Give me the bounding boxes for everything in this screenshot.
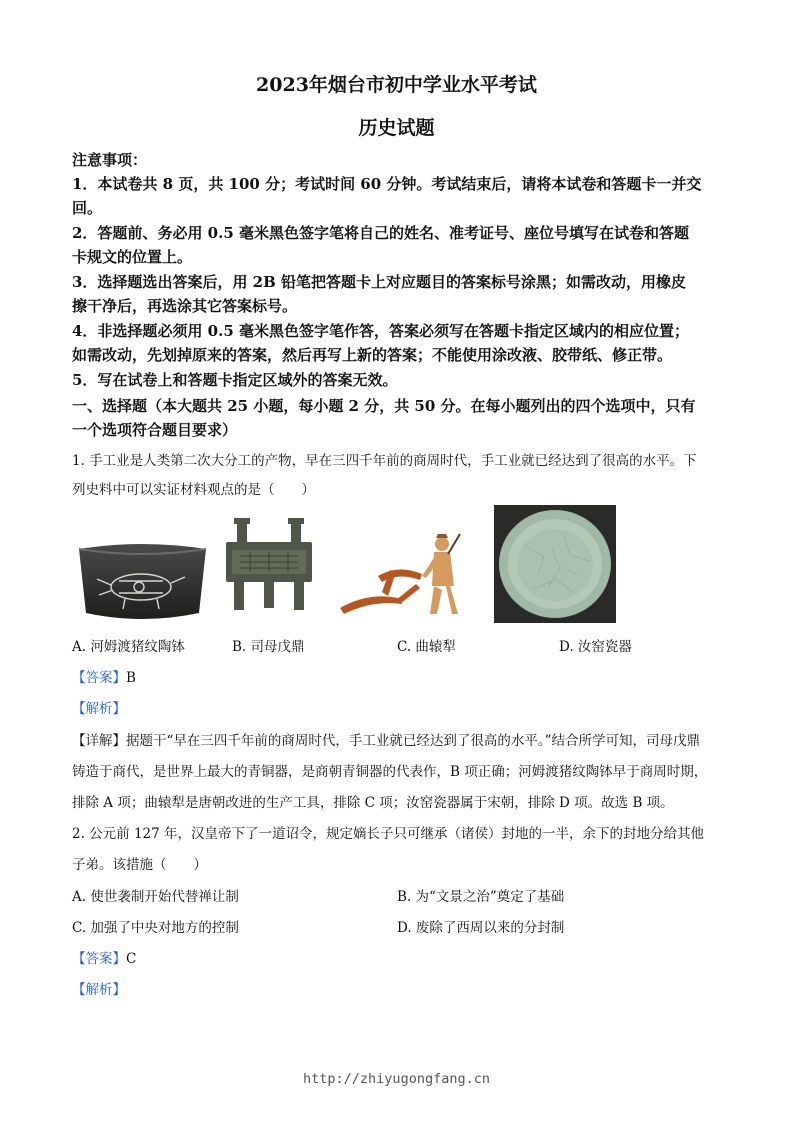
section-heading-cont: 一个选项符合题目要求） — [72, 421, 238, 439]
answer-tag: 【答案】 — [72, 951, 126, 967]
q2-option-c: C. 加强了中央对地方的控制 — [72, 920, 239, 936]
detail-text: 据题干“早在三四千年前的商周时代，手工业就已经达到了很高的水平。”结合所学可知，司母戊鼎 — [126, 733, 701, 749]
q2-option-d: D. 废除了西周以来的分封制 — [397, 920, 565, 936]
exam-subtitle: 历史试题 — [358, 117, 435, 139]
exam-title: 2023年烟台市初中学业水平考试 — [256, 74, 537, 96]
q2-option-b: B. 为“文景之治”奠定了基础 — [397, 889, 565, 905]
q1-stem: 1. 手工业是人类第二次大分工的产物，早在三四千年前的商周时代，手工业就已经达到了很高的水平。下 — [72, 453, 697, 469]
notes-line: 如需改动，先划掉原来的答案，然后再写上新的答案；不能使用涂改液、胶带纸、修正带。 — [72, 346, 673, 364]
notes-line: 擦干净后，再选涂其它答案标号。 — [72, 297, 298, 315]
simuwu-bronze-ding-image — [220, 516, 318, 611]
ru-kiln-porcelain-plate-image — [494, 505, 616, 623]
answer-value: B — [126, 670, 136, 686]
q1-option-d: D. 汝窑瓷器 — [559, 639, 632, 655]
pig-pattern-pottery-bowl-image — [75, 537, 210, 623]
q2-answer — [72, 947, 136, 967]
answer-tag: 【答案】 — [72, 670, 126, 686]
q1-detail-cont: 铸造于商代，是世界上最大的青铜器，是商朝青铜器的代表作，B 项正确；河姆渡猪纹陶钵早于商周时期， — [72, 764, 708, 780]
q1-option-b: B. 司母戊鼎 — [232, 639, 305, 655]
q1-analysis-tag: 【解析】 — [72, 701, 126, 717]
q2-option-a: A. 使世袭制开始代替禅让制 — [72, 889, 239, 905]
footer-url: http://zhiyugongfang.cn — [303, 1071, 490, 1087]
section-heading: 一、选择题（本大题共 25 小题，每小题 2 分，共 50 分。在每小题列出的四个选项中，只有 — [72, 397, 696, 415]
q2-stem-cont: 子弟。该措施（ ） — [72, 857, 207, 873]
q1-stem-cont: 列史料中可以实证材料观点的是（ ） — [72, 482, 315, 498]
detail-tag: 【详解】 — [72, 733, 126, 749]
q1-answer — [72, 666, 136, 686]
q1-detail — [72, 729, 700, 749]
notes-line: 4．非选择题必须用 0.5 毫米黑色签字笔作答，答案必须写在答题卡指定区域内的相应位置； — [72, 322, 689, 340]
q1-option-a: A. 河姆渡猪纹陶钵 — [72, 639, 185, 655]
q2-stem: 2. 公元前 127 年，汉皇帝下了一道诏令，规定嫡长子只可继承（诸侯）封地的一半，余下的封地分给其他 — [72, 826, 705, 842]
notes-heading: 注意事项： — [72, 151, 148, 169]
answer-value: C — [126, 951, 137, 967]
notes-line: 卡规文的位置上。 — [72, 248, 193, 266]
notes-line: 回。 — [72, 199, 103, 217]
q2-analysis-tag: 【解析】 — [72, 982, 126, 998]
notes-line: 1．本试卷共 8 页，共 100 分；考试时间 60 分钟。考试结束后，请将本试卷和答题卡一并交 — [72, 175, 702, 193]
q1-detail-cont: 排除 A 项；曲辕犁是唐朝改进的生产工具，排除 C 项；汝窑瓷器属于宋朝，排除 D 项。故选 B 项。 — [72, 795, 674, 811]
notes-line: 3．选择题选出答案后，用 2B 铅笔把答题卡上对应题目的答案标号涂黑；如需改动，用橡皮 — [72, 273, 687, 291]
notes-line: 5．写在试卷上和答题卡指定区域外的答案无效。 — [72, 371, 398, 389]
q1-option-c: C. 曲辕犁 — [397, 639, 456, 655]
notes-line: 2．答题前、务必用 0.5 毫米黑色签字笔将自己的姓名、准考证号、座位号填写在试卷和答题 — [72, 224, 689, 242]
curved-shaft-plow-image — [338, 530, 466, 618]
